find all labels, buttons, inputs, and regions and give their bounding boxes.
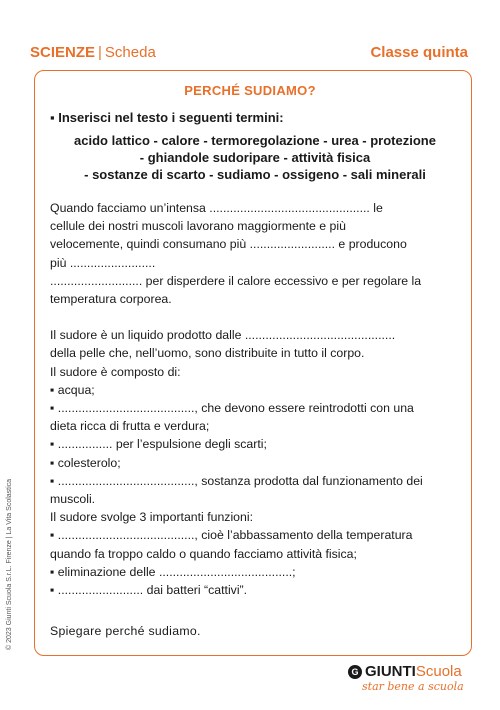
fill-in-text bbox=[50, 199, 460, 599]
text-line: ▪ ........................................, sostanza prodotta dal funzionamento dei bbox=[50, 473, 423, 488]
text-line: Quando facciamo un’intensa ............................................... le bbox=[50, 201, 383, 215]
logo-tagline: star bene a scuola bbox=[362, 680, 464, 693]
publisher-logo bbox=[348, 663, 464, 693]
terms-line: acido lattico - calore - termoregolazione - urea - protezione bbox=[74, 133, 436, 148]
text-line: ▪ eliminazione delle .......................................; bbox=[50, 564, 296, 579]
text-line: muscoli. bbox=[50, 492, 96, 507]
header-separator: | bbox=[98, 44, 102, 61]
text-line: velocemente, quindi consumano più ......................... e producono bbox=[50, 237, 407, 252]
text-line: quando fa troppo caldo o quando facciamo attività fisica; bbox=[50, 546, 357, 561]
terms-line: - ghiandole sudoripare - attività fisica bbox=[139, 150, 371, 165]
text-line: cellule dei nostri muscoli lavorano maggiormente e più bbox=[50, 219, 346, 234]
text-line: Il sudore svolge 3 importanti funzioni: bbox=[50, 510, 254, 525]
subject-label: SCIENZE bbox=[30, 44, 96, 61]
text-line: più ......................... bbox=[50, 255, 156, 270]
text-line: ▪ ........................................, che devono essere reintrodotti con una bbox=[50, 401, 414, 416]
footer-task: Spiegare perché sudiamo. bbox=[50, 624, 201, 638]
text-line: Il sudore è un liquido prodotto dalle ............................................ bbox=[50, 328, 396, 343]
logo-name-giunti: GIUNTI bbox=[365, 663, 416, 680]
text-line: ▪ colesterolo; bbox=[50, 455, 121, 470]
logo-row bbox=[348, 663, 464, 680]
text-line: temperatura corporea. bbox=[50, 292, 172, 307]
class-label: Classe quinta bbox=[370, 44, 468, 61]
text-line: ▪ ................ per l’espulsione degli scarti; bbox=[50, 437, 267, 452]
terms-line: - sostanze di scarto - sudiamo - ossigeno - sali minerali bbox=[84, 167, 426, 182]
terms-list bbox=[50, 132, 460, 183]
instruction-text: ▪ Inserisci nel testo i seguenti termini: bbox=[50, 110, 284, 125]
logo-g-icon: G bbox=[348, 665, 362, 679]
text-line: ▪ acqua; bbox=[50, 382, 95, 397]
paragraph-gap bbox=[50, 308, 460, 326]
text-line: ▪ ......................... dai batteri “cattivi”. bbox=[50, 583, 248, 598]
text-line: Il sudore è composto di: bbox=[50, 364, 181, 379]
text-line: della pelle che, nell’uomo, sono distribuite in tutto il corpo. bbox=[50, 346, 365, 361]
worksheet-title: PERCHÉ SUDIAMO? bbox=[184, 83, 316, 98]
logo-name-scuola: Scuola bbox=[415, 663, 462, 680]
text-line: ........................... per disperdere il calore eccessivo e per regolare la bbox=[50, 273, 422, 288]
sheet-type-label: Scheda bbox=[104, 44, 156, 61]
copyright-notice: © 2023 Giunti Scuola S.r.L. Firenze | La Vita Scolastica bbox=[6, 478, 13, 650]
text-line: ▪ ........................................, cioè l’abbassamento della temperatura bbox=[50, 528, 413, 543]
text-line: dieta ricca di frutta e verdura; bbox=[50, 419, 210, 434]
subject-header bbox=[30, 44, 156, 61]
